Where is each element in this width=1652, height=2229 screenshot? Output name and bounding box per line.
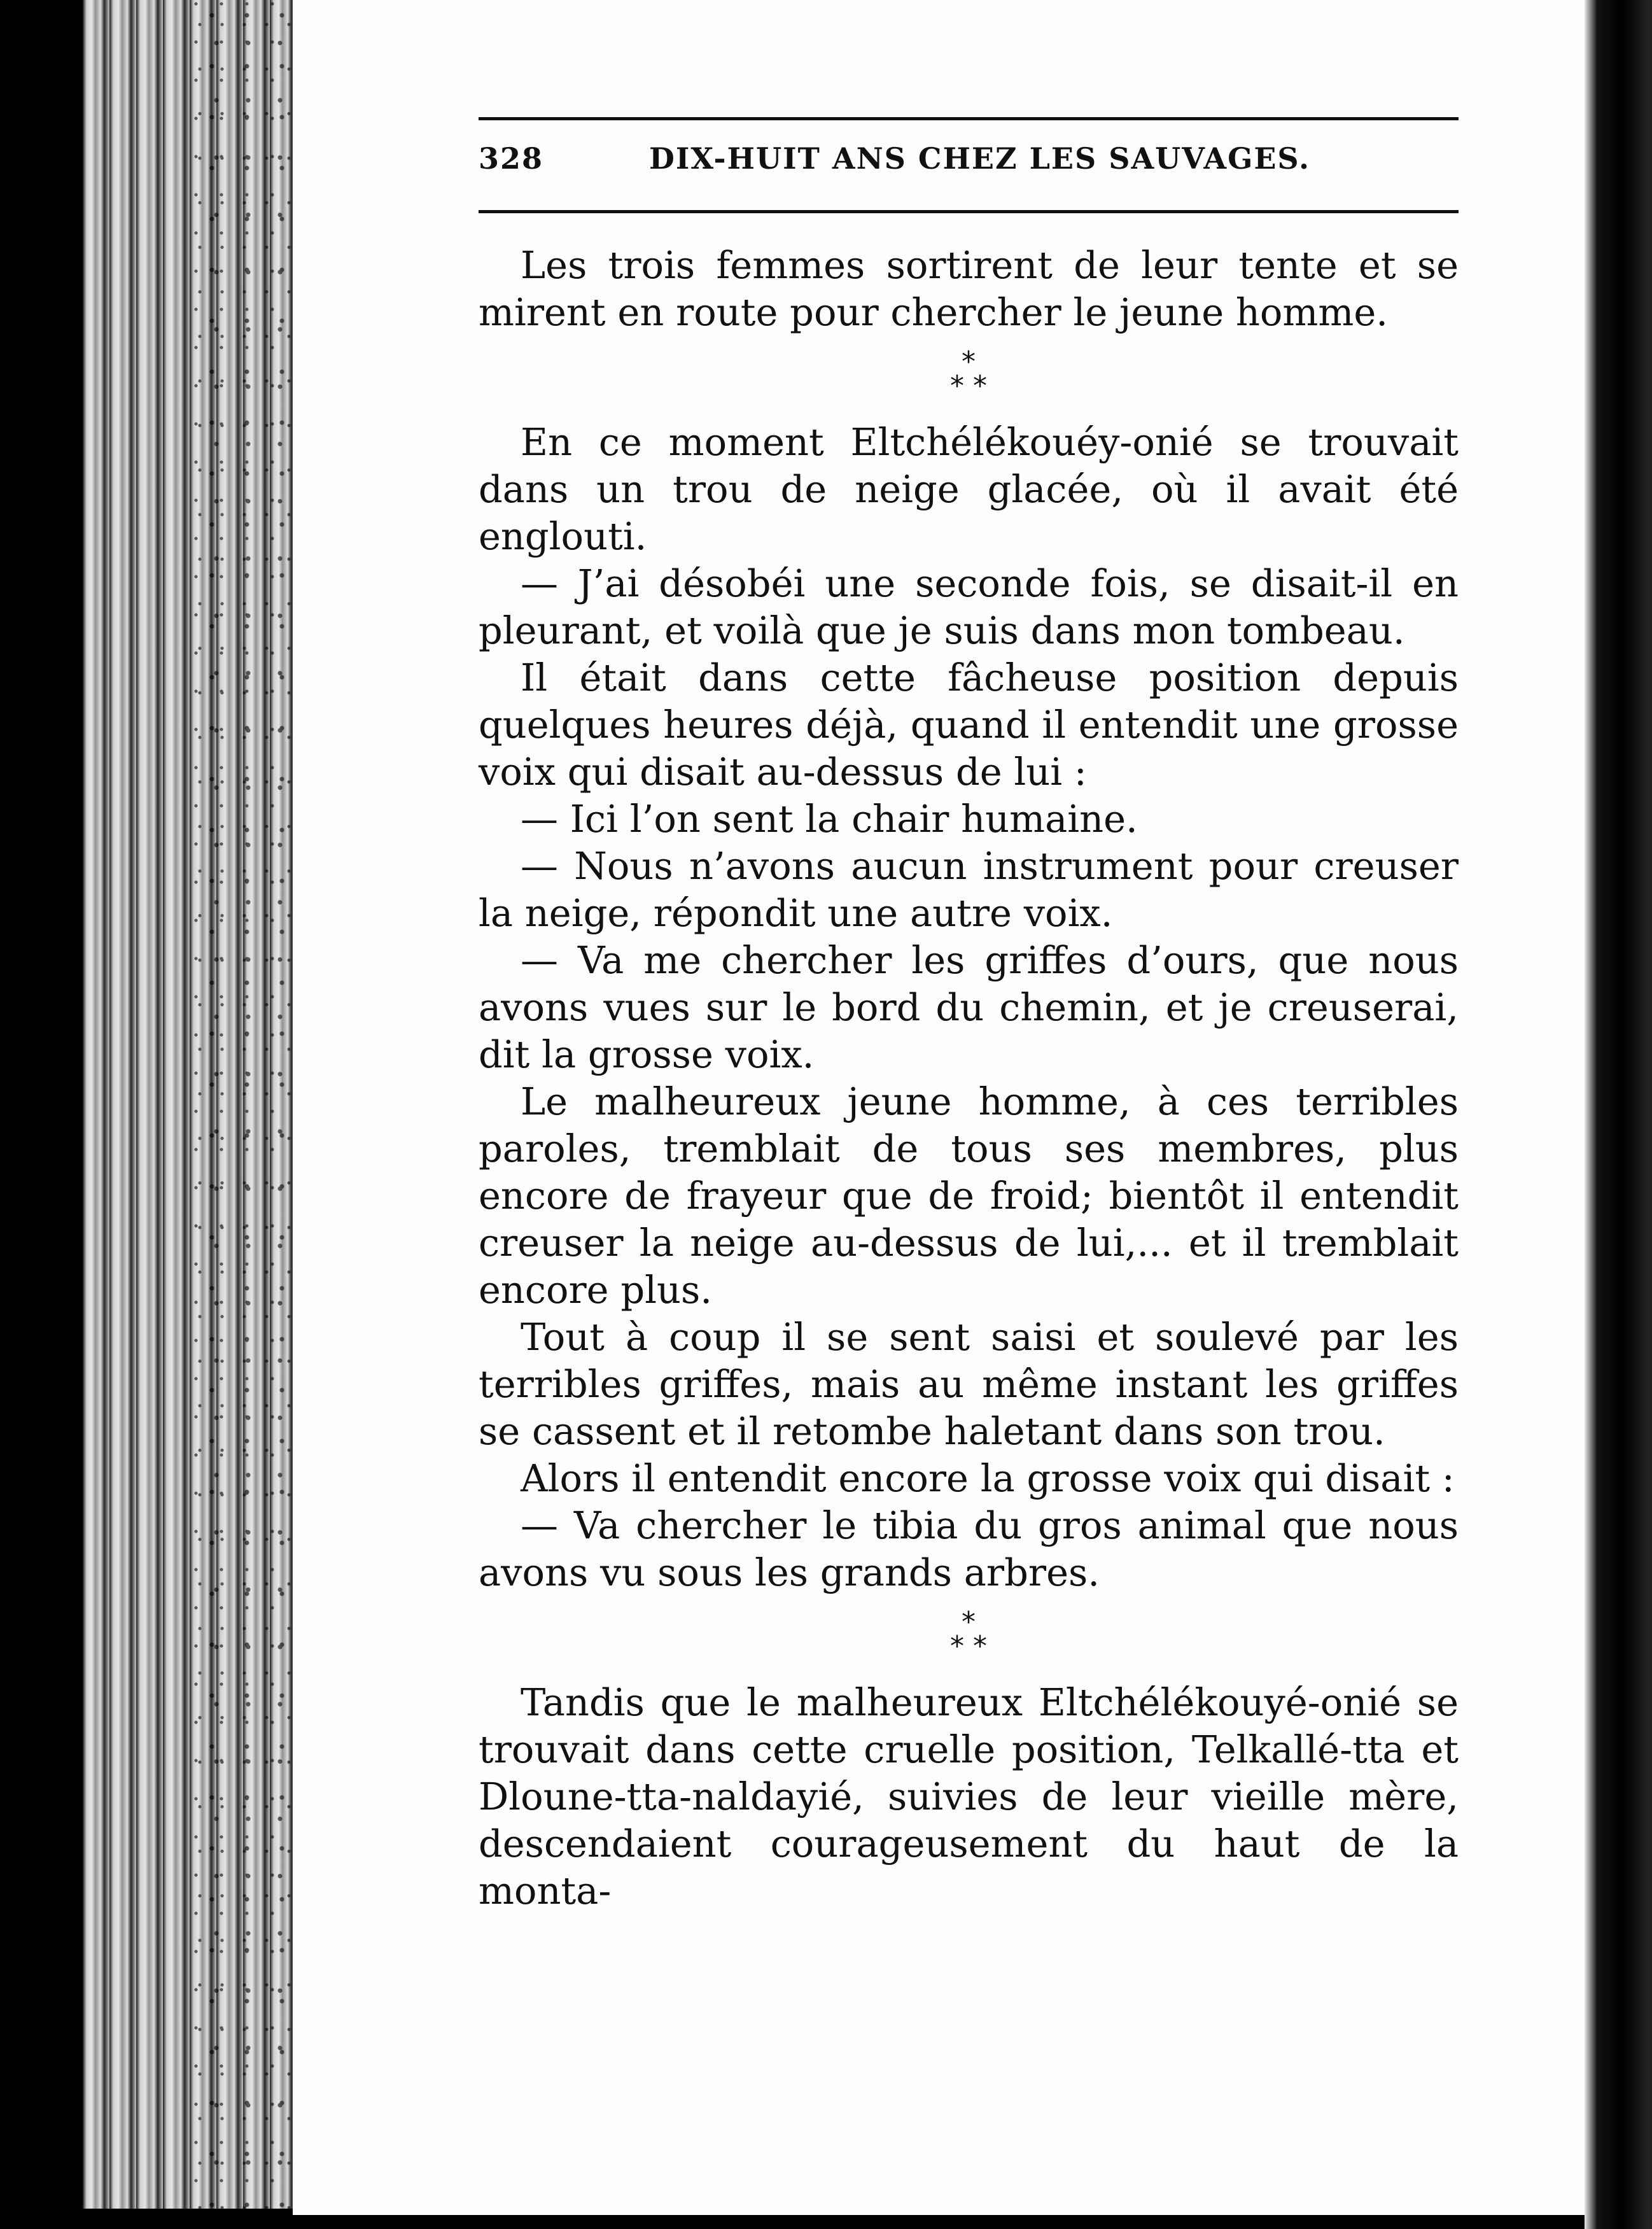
paragraph: — Va me chercher les griffes d’ours, que nous avons vues sur le bord du chemin, et je creuserai, dit la grosse voix.: [479, 938, 1459, 1076]
running-header: [479, 141, 1459, 186]
paragraph: Tandis que le malheureux Eltchélékouyé-onié se trouvait dans cette cruelle position, Telkallé-tta et Dloune-tta-naldayié, suivies de leur vieille mère, descendaient courageusement du haut de la monta-: [479, 1680, 1459, 1913]
paragraph: — Ici l’on sent la chair humaine.: [521, 797, 1138, 841]
section-separator: [479, 336, 1459, 419]
asterism-top: *: [962, 346, 976, 378]
paragraph: Le malheureux jeune homme, à ces terribles paroles, tremblait de tous ses membres, plus encore de frayeur que de froid; bientôt il entendit creuser la neige au-dessus de lui,... et il tremblait encore plus.: [479, 1079, 1459, 1312]
paragraph: En ce moment Eltchélékouéy-onié se trouvait dans un trou de neige glacée, où il avait été englouti.: [479, 420, 1459, 558]
right-page-edge: [1585, 0, 1652, 2229]
asterism-bottom: * *: [950, 370, 987, 402]
asterism-bottom: * *: [950, 1630, 987, 1663]
paragraph: Les trois femmes sortirent de leur tente et se mirent en route pour chercher le jeune homme.: [479, 243, 1459, 334]
paragraph: Alors il entendit encore la grosse voix qui disait :: [521, 1456, 1455, 1500]
section-separator: [479, 1596, 1459, 1679]
paragraph: — Va chercher le tibia du gros animal que nous avons vu sous les grands arbres.: [479, 1503, 1459, 1594]
body-text: [479, 242, 1459, 1915]
paragraph: — J’ai désobéi une seconde fois, se disait-il en pleurant, et voilà que je suis dans mon tombeau.: [479, 561, 1459, 652]
header-rule-bottom: [479, 210, 1459, 213]
asterism-top: *: [962, 1606, 976, 1638]
page-number: 328: [479, 141, 544, 176]
gutter-speckle: [191, 0, 293, 2209]
header-rule-top: [479, 117, 1459, 120]
paragraph: Tout à coup il se sent saisi et soulevé par les terribles griffes, mais au même instant les griffes se cassent et il retombe haletant dans son trou.: [479, 1315, 1459, 1453]
paragraph: — Nous n’avons aucun instrument pour creuser la neige, répondit une autre voix.: [479, 844, 1459, 935]
paragraph: Il était dans cette fâcheuse position depuis quelques heures déjà, quand il entendit une grosse voix qui disait au-dessus de lui :: [479, 656, 1459, 794]
running-title: DIX-HUIT ANS CHEZ LES SAUVAGES.: [649, 141, 1311, 176]
